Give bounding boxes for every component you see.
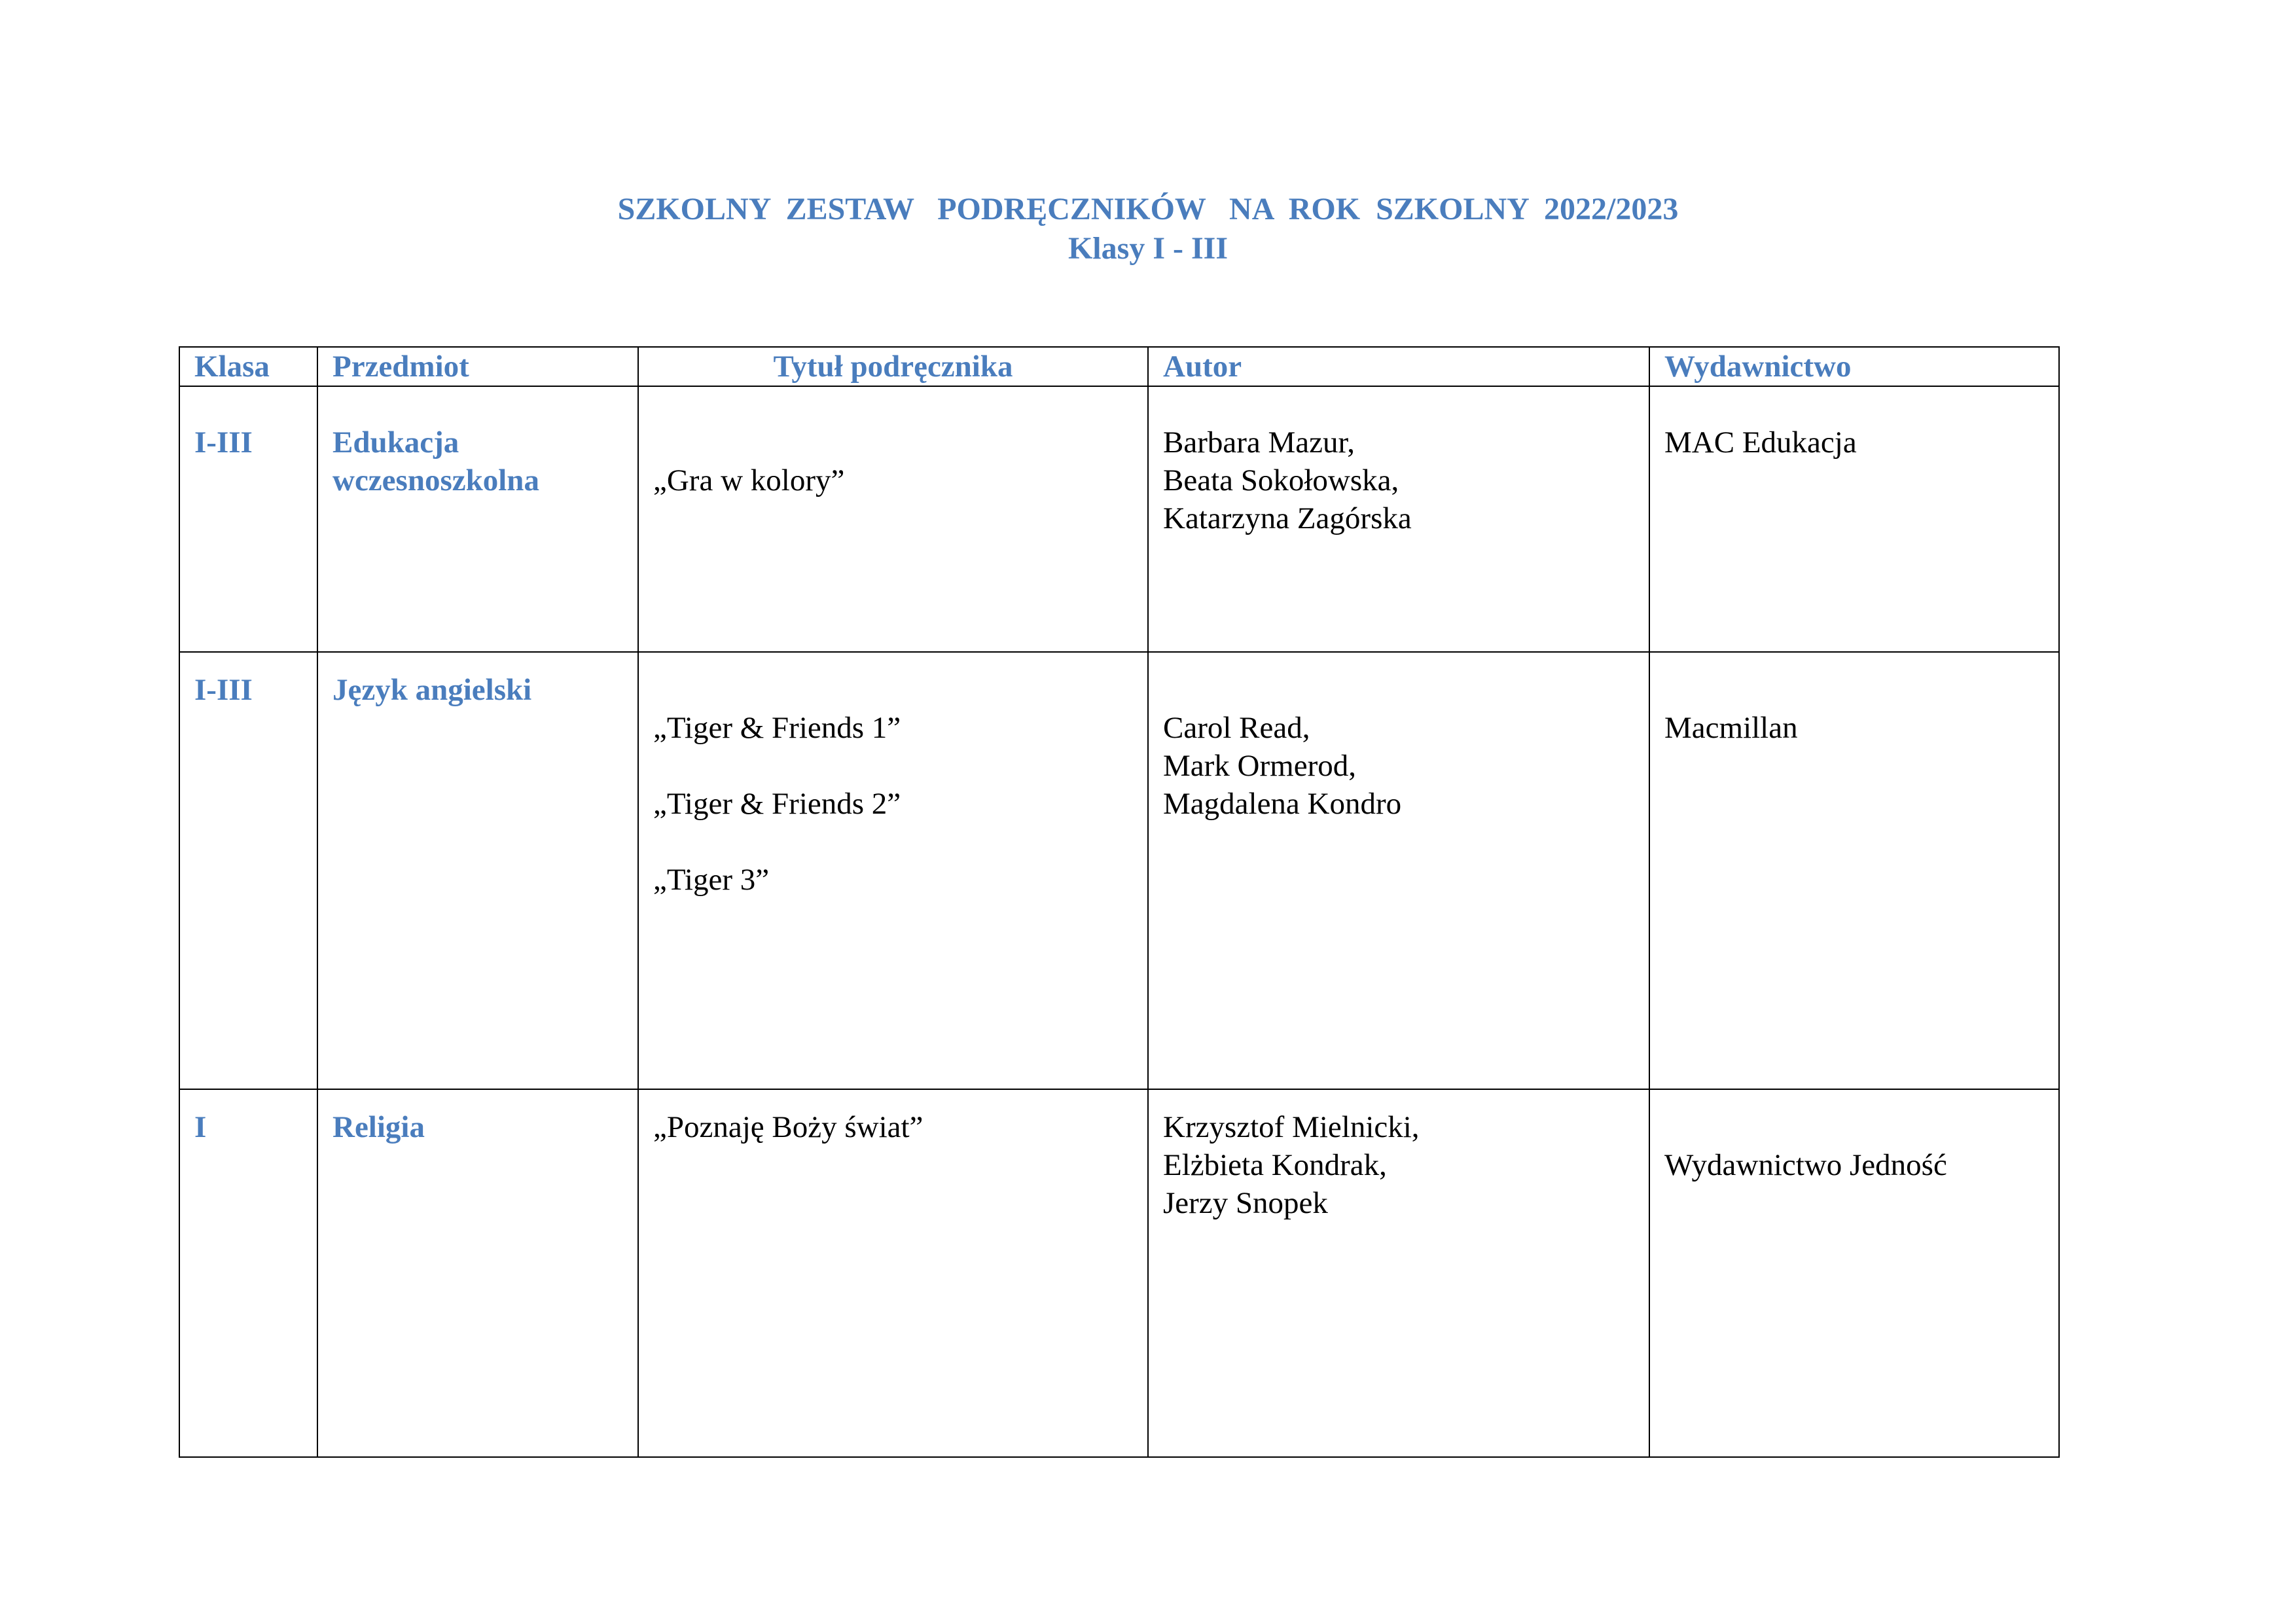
header-tytul: Tytuł podręcznika (638, 347, 1148, 386)
cell-tytul (638, 386, 1148, 652)
author-name: Barbara Mazur, (1163, 425, 1355, 460)
cell-klasa (179, 1089, 317, 1457)
table-row (179, 386, 2059, 652)
publisher-name: Wydawnictwo Jedność (1664, 1148, 1947, 1182)
author-name: Beata Sokołowska, (1163, 463, 1399, 497)
textbook-table (179, 346, 2060, 1458)
table-header-row (179, 347, 2059, 386)
book-title: „Gra w kolory” (653, 463, 845, 497)
document-title: SZKOLNY ZESTAW PODRĘCZNIKÓW NA ROK SZKOLNY 2022/2023 (617, 192, 1679, 226)
cell-przedmiot (317, 1089, 638, 1457)
header-autor: Autor (1148, 347, 1649, 386)
cell-przedmiot (317, 386, 638, 652)
cell-autor (1148, 652, 1649, 1089)
book-title: „Tiger & Friends 1” (653, 711, 901, 745)
cell-klasa (179, 386, 317, 652)
book-title: „Tiger 3” (653, 863, 770, 897)
author-name: Mark Ormerod, (1163, 749, 1356, 783)
author-name: Krzysztof Mielnicki, (1163, 1110, 1420, 1144)
author-name: Magdalena Kondro (1163, 787, 1402, 821)
header-przedmiot: Przedmiot (317, 347, 638, 386)
cell-tytul (638, 652, 1148, 1089)
cell-wydawnictwo (1649, 652, 2059, 1089)
cell-przedmiot (317, 652, 638, 1089)
header-klasa: Klasa (179, 347, 317, 386)
klasa-value: I-III (194, 673, 253, 707)
header-wydawnictwo: Wydawnictwo (1649, 347, 2059, 386)
cell-tytul (638, 1089, 1148, 1457)
klasa-value: I (194, 1110, 207, 1144)
document-subtitle: Klasy I - III (1067, 231, 1229, 266)
author-name: Katarzyna Zagórska (1163, 501, 1412, 535)
klasa-value: I-III (194, 425, 253, 460)
cell-klasa (179, 652, 317, 1089)
przedmiot-line: Język angielski (332, 673, 532, 707)
przedmiot-line: Edukacja (332, 425, 459, 460)
author-name: Elżbieta Kondrak, (1163, 1148, 1387, 1182)
author-name: Carol Read, (1163, 711, 1310, 745)
przedmiot-line: Religia (332, 1110, 425, 1144)
cell-autor (1148, 1089, 1649, 1457)
publisher-name: Macmillan (1664, 711, 1798, 745)
book-title: „Poznaję Boży świat” (653, 1110, 924, 1144)
author-name: Jerzy Snopek (1163, 1186, 1328, 1220)
cell-wydawnictwo (1649, 1089, 2059, 1457)
cell-autor (1148, 386, 1649, 652)
cell-wydawnictwo (1649, 386, 2059, 652)
publisher-name: MAC Edukacja (1664, 425, 1857, 460)
przedmiot-line: wczesnoszkolna (332, 463, 539, 497)
document-header (0, 190, 2296, 268)
table-row (179, 1089, 2059, 1457)
table-row (179, 652, 2059, 1089)
book-title: „Tiger & Friends 2” (653, 787, 901, 821)
